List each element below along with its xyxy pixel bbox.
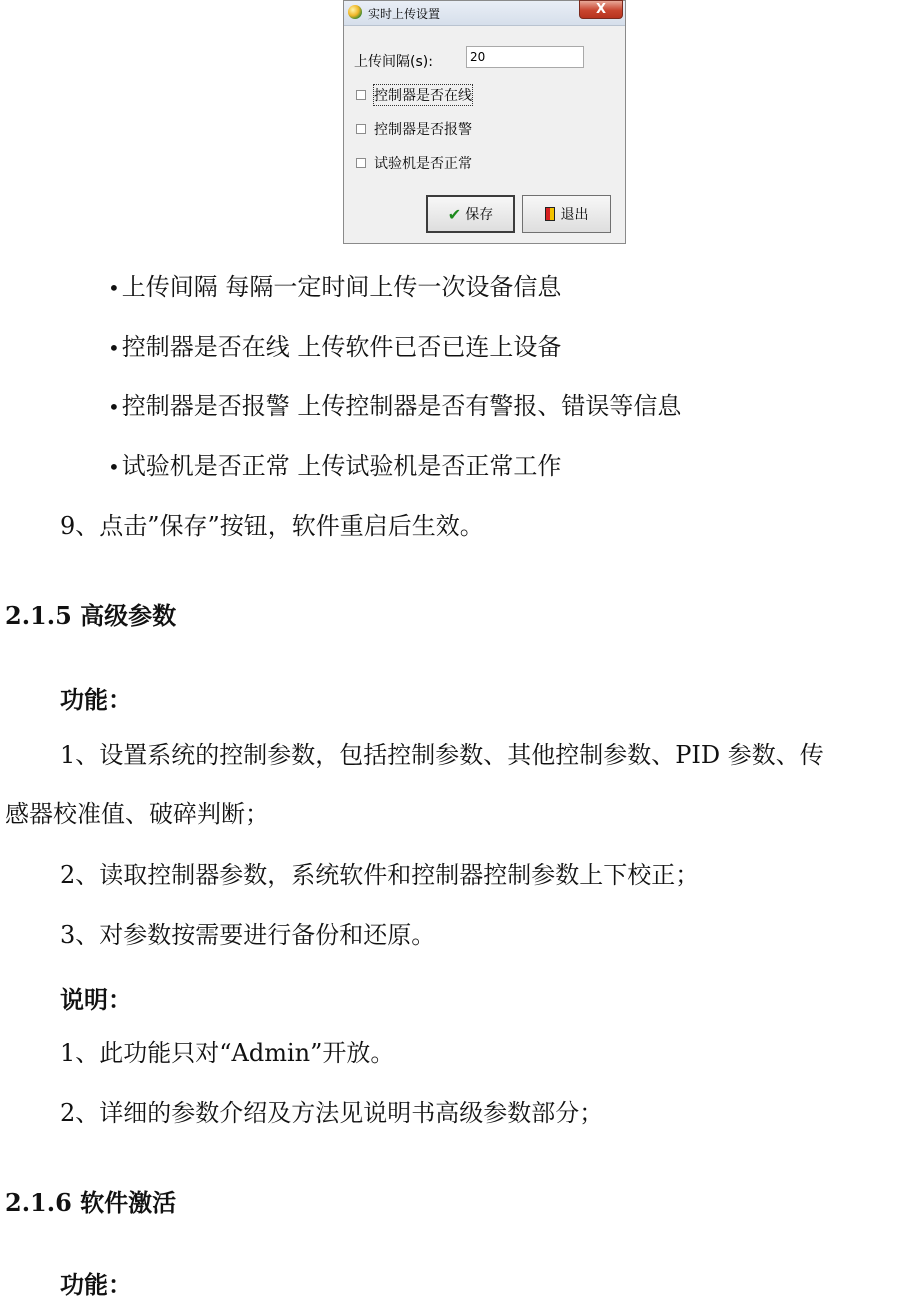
save-button-label: 保存 — [465, 207, 494, 223]
checkbox-machine-normal[interactable] — [356, 153, 472, 173]
close-button[interactable]: X — [579, 0, 623, 19]
exit-door-icon — [545, 207, 555, 221]
note-item-1: 1、此功能只对“Admin”开放。 — [60, 1039, 395, 1067]
dialog-title: 实时上传设置 — [368, 7, 441, 21]
note-item-2: 2、详细的参数介绍及方法见说明书高级参数部分； — [60, 1099, 604, 1127]
function-item-3: 3、对参数按需要进行备份和还原。 — [60, 921, 436, 949]
bullet-text: 上传间隔 每隔一定时间上传一次设备信息 — [121, 273, 562, 301]
bullet-dot: • — [108, 455, 120, 479]
interval-label: 上传间隔(s): — [354, 54, 433, 70]
bullet-text: 控制器是否在线 上传软件已否已连上设备 — [121, 333, 562, 361]
checkbox-label: 试验机是否正常 — [374, 156, 472, 172]
bullet-item — [108, 332, 561, 363]
checkbox-label: 控制器是否在线 — [374, 85, 472, 105]
checkbox-box[interactable] — [356, 90, 366, 100]
bullet-item — [108, 272, 561, 303]
bullet-text: 控制器是否报警 上传控制器是否有警报、错误等信息 — [121, 392, 682, 420]
checkbox-controller-alarm[interactable] — [356, 119, 472, 139]
checkbox-box[interactable] — [356, 158, 366, 168]
section-heading-software-activation: 2.1.6 软件激活 — [5, 1188, 177, 1217]
exit-button-label: 退出 — [560, 207, 589, 223]
realtime-upload-dialog — [343, 0, 626, 244]
bullet-item — [108, 391, 681, 422]
bullet-item — [108, 451, 561, 482]
bullet-dot: • — [108, 276, 120, 300]
function-item-1: 1、设置系统的控制参数，包括控制参数、其他控制参数、PID 参数、传 — [60, 741, 824, 769]
function-item-2: 2、读取控制器参数，系统软件和控制器控制参数上下校正； — [60, 861, 700, 889]
interval-input[interactable] — [466, 46, 584, 68]
bullet-text: 试验机是否正常 上传试验机是否正常工作 — [121, 452, 562, 480]
function-item-1-cont: 感器校准值、破碎判断； — [5, 800, 269, 828]
note-label: 说明： — [60, 985, 132, 1014]
function-label: 功能： — [60, 685, 132, 714]
step-9-text: 9、点击”保存”按钮，软件重启后生效。 — [60, 512, 484, 540]
exit-button[interactable] — [522, 195, 611, 233]
app-globe-icon — [348, 5, 362, 19]
checkbox-controller-online[interactable] — [356, 85, 472, 105]
checkbox-box[interactable] — [356, 124, 366, 134]
function-label: 功能： — [60, 1270, 132, 1299]
checkmark-icon: ✔ — [447, 204, 462, 224]
dialog-titlebar[interactable] — [344, 1, 625, 26]
bullet-dot: • — [108, 395, 120, 419]
section-heading-advanced-params: 2.1.5 高级参数 — [5, 601, 177, 630]
bullet-dot: • — [108, 336, 120, 360]
checkbox-label: 控制器是否报警 — [374, 122, 472, 138]
save-button[interactable] — [426, 195, 515, 233]
